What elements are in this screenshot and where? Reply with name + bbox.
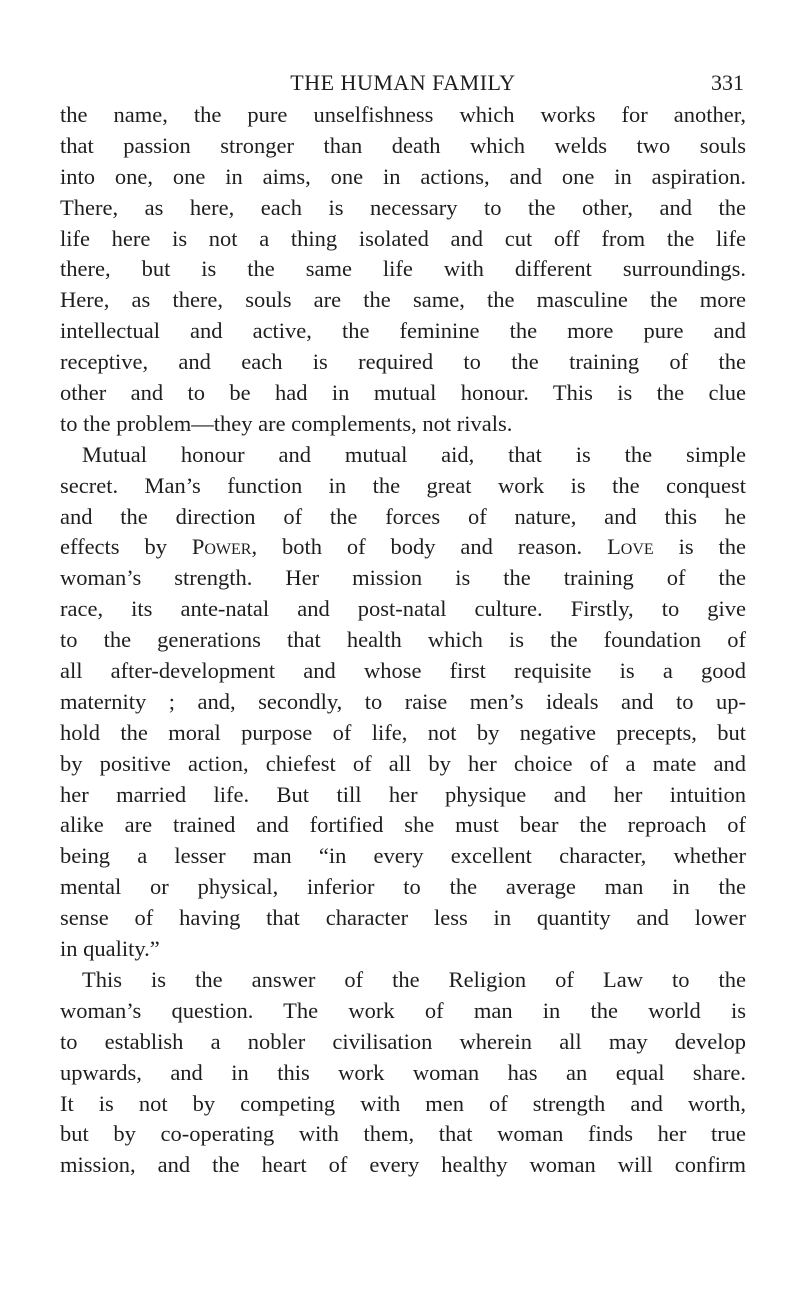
book-page <box>60 66 746 1181</box>
text-fragment: , both of body and reason. <box>251 534 608 560</box>
text-line: woman’s question. The work of man in the world is <box>60 997 746 1023</box>
text-line: receptive, and each is required to the training of the <box>60 349 746 375</box>
text-line: there, but is the same life with different surroundings. <box>60 256 746 282</box>
text-line-with-small-caps <box>60 532 746 563</box>
text-fragment: effects by <box>60 534 192 560</box>
small-caps-power: Power <box>191 534 252 560</box>
text-line: to establish a nobler civilisation wherein all may develop <box>60 1028 746 1054</box>
text-line: being a lesser man “in every excellent character, whether <box>60 843 746 869</box>
text-line: in quality.” <box>60 936 160 962</box>
text-line: Here, as there, souls are the same, the masculine the more <box>60 287 746 313</box>
page-title: THE HUMAN FAMILY <box>290 70 516 95</box>
text-line: hold the moral purpose of life, not by negative precepts, but <box>60 719 746 745</box>
text-line: maternity ; and, secondly, to raise men’s ideals and to up- <box>60 688 746 714</box>
text-line: the name, the pure unselfishness which works for another, <box>60 102 746 127</box>
text-line: secret. Man’s function in the great work is the conquest <box>60 472 746 498</box>
text-line: all after-development and whose first requisite is a good <box>60 658 746 684</box>
text-line: It is not by competing with men of strength and worth, <box>60 1090 746 1116</box>
text-line: to the generations that health which is the foundation of <box>60 627 746 653</box>
text-line: life here is not a thing isolated and cut off from the life <box>60 225 746 251</box>
text-line: mission, and the heart of every healthy woman will confirm <box>60 1152 746 1178</box>
text-line: that passion stronger than death which welds two souls <box>60 132 746 158</box>
text-line: but by co-operating with them, that woman finds her true <box>60 1121 746 1147</box>
running-head <box>60 66 746 100</box>
text-line: sense of having that character less in quantity and lower <box>60 905 746 931</box>
text-line: intellectual and active, the feminine the more pure and <box>60 318 746 344</box>
text-line: woman’s strength. Her mission is the training of the <box>60 565 746 591</box>
text-line: to the problem—they are complements, not rivals. <box>60 410 513 436</box>
text-line: mental or physical, inferior to the average man in the <box>60 874 746 900</box>
text-fragment: is the <box>653 534 746 560</box>
page-number: 331 <box>711 70 744 95</box>
small-caps-love: Love <box>607 534 654 560</box>
text-line: This is the answer of the Religion of Law to the <box>82 966 746 992</box>
text-line: Mutual honour and mutual aid, that is the simple <box>82 441 746 467</box>
text-line: There, as here, each is necessary to the other, and the <box>60 194 746 220</box>
text-line: her married life. But till her physique and her intuition <box>60 781 746 807</box>
text-line: into one, one in aims, one in actions, and one in aspiration. <box>60 163 746 189</box>
text-line: upwards, and in this work woman has an equal share. <box>60 1059 746 1085</box>
text-line: race, its ante-natal and post-natal culture. Firstly, to give <box>60 596 746 622</box>
text-line: alike are trained and fortified she must bear the reproach of <box>60 812 746 838</box>
text-line: and the direction of the forces of nature, and this he <box>60 503 746 529</box>
text-line: by positive action, chiefest of all by her choice of a mate and <box>60 750 746 776</box>
body-text <box>60 100 746 1181</box>
text-line: other and to be had in mutual honour. This is the clue <box>60 380 746 406</box>
